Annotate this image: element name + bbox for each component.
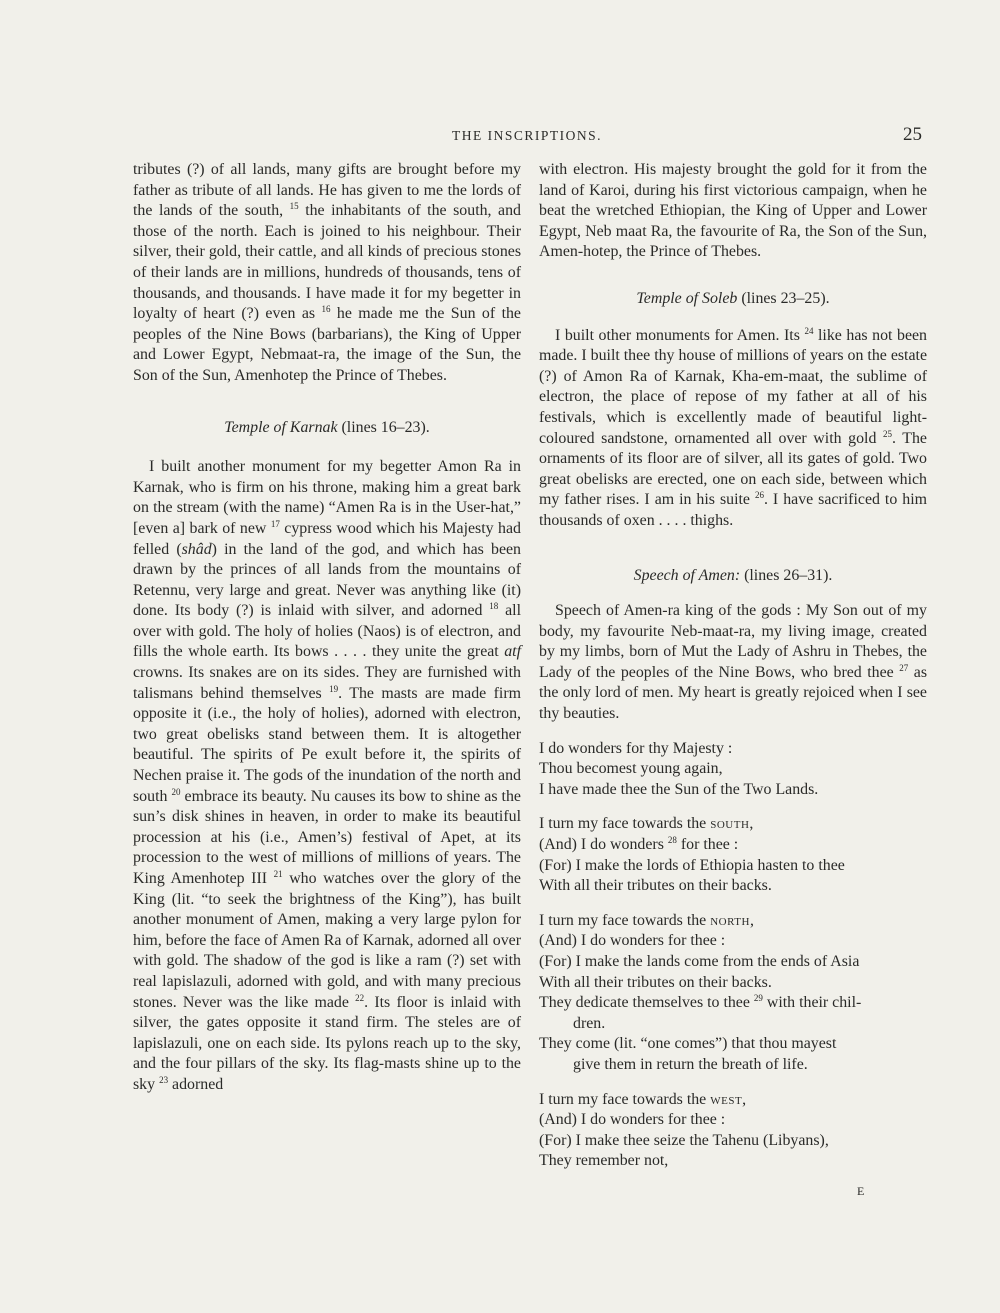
heading-temple-of-karnak: Temple of Karnak (lines 16–23). — [224, 418, 430, 436]
verse-line: Thou becomest young again, — [539, 760, 723, 778]
verse-line: With all their tributes on their backs. — [539, 973, 772, 991]
heading-temple-of-soleb: Temple of Soleb (lines 23–25). — [636, 289, 830, 307]
line-number-marker: 27 — [899, 662, 909, 673]
verse-group-south — [539, 814, 927, 896]
line-number-marker: 25 — [883, 428, 892, 439]
left-column — [133, 160, 521, 1096]
verse-line: I have made thee the Sun of the Two Lands. — [539, 780, 819, 798]
verse-line-continuation: give them in return the breath of life. — [573, 1055, 808, 1073]
paragraph-karnak: I built another monument for my begetter Amon Ra in Karnak, who is firm on his throne, making him a great bark on the stream (with the name) “Amen Ra is in the User-hat,” [even a] bark of new $^{17}$ cypress wood which his Majesty had felled (shâd) in the land of the god, and which has been drawn by the princes of all lands from the mountains of Retennu, very large and great. Never was anything like (it) done. Its body (?) is inlaid with silver, and adorned $^{18}$ all over with gold. The holy of holies (Naos) is of electron, and fills the whole earth. Its bows . . . . they unite the great atf crowns. Its snakes are on its sides. They are furnished with talismans behind themselves $^{19}$. The masts are made firm opposite it (i.e., the holy of holies), adorned with electron, two great obelisks stand between them. It is altogether beautiful. The spirits of Pe exult before it, the spirits of Nechen praise it. The gods of the inundation of the north and south $^{20}$ embrace its beauty. Nu causes its bow to shine as the sun’s disk shines in heaven, in order to make its beautiful procession at his (i.e., Amen’s) festival of Apet, at its procession to the west of millions of millions of years. The King Amenhotep III $^{21}$ who watches over the glory of the King (lit. “to seek the brightness of the King”), has built another monument of Amen, making a very large pylon for him, before the face of Amen Ra of Karnak, adorned all over with gold. The shadow of the god is like a ram (?) set with real lapislazuli, adorned with gold, and with many precious stones. Never was the like made $^{22}$. Its floor is inlaid with silver, the gates opposite it stand firm. The steles are of lapislazuli, one on each side. Its pylons reach up to the sky, and the four pillars of the sky. Its flag-masts shine up to the sky $^{23}$ adorned — [133, 458, 521, 1093]
verse-line: I turn my face towards the north, — [539, 911, 755, 929]
line-number-marker: 19 — [329, 683, 339, 694]
paragraph-electron: with electron. His majesty brought the gold for it from the land of Karoi, during his first victorious campaign, when he beat the wretched Ethiopian, the King of Upper and Lower Egypt, Neb maat Ra, the favourite of Ra, the Son of the Sun, Amen-hotep, the Prince of Thebes. — [539, 161, 927, 261]
paragraph-tributes: tributes (?) of all lands, many gifts are brought before my father as tribute of all lands. He has given to me the lords of the lands of the south, $^{15}$ the inhabitants of the south, and those of the north. Each is joined to his neighbour. Their silver, their gold, their cattle, and all kinds of precious stones of their lands are in millions, hundreds of thousands, tens of thousands, and thousands. I have made it for my begetter in loyalty of heart (?) even as $^{16}$ he made me the Sun of the peoples of the Nine Bows (barbarians), the King of Upper and Lower Egypt, Nebmaat-ra, the image of the Sun, the Son of the Sun, Amenhotep the Prince of Thebes. — [133, 161, 521, 384]
line-number-marker: 29 — [753, 993, 763, 1004]
line-number-marker: 20 — [171, 786, 181, 797]
verse-line-continuation: dren. — [573, 1014, 606, 1032]
verse-group-west — [539, 1090, 927, 1172]
line-number-marker: 21 — [273, 869, 283, 879]
line-number-marker: 22 — [355, 992, 365, 1003]
paragraph-speech: Speech of Amen-ra king of the gods : My Son out of my body, my favourite Neb-maat-ra, my living image, created by my limbs, born of Mut the Lady of Ashru in Thebes, the Lady of the peoples of the Nine Bows, who bred thee $^{27}$ as the only lord of men. My heart is greatly rejoiced when I see thy beauties. — [539, 602, 927, 723]
paragraph-soleb: I built other monuments for Amen. Its $^{24}$ like has not been made. I built thee thy house of millions of years on the estate (?) of Amon Ra of Karnak, Kha-em-maat, the sublime of electron, the place of repose of my father at all of his festivals, which is excellently made of beautiful light-coloured sandstone, ornamented all over with gold $^{25}$. The ornaments of its floor are of silver, all its gates of gold. Two great obelisks are erected, one on each side, between which my father rises. I am in his suite $^{26}$. I have sacrificed to him thousands of oxen . . . . thighs. — [539, 325, 927, 529]
verse-group-north — [539, 911, 927, 1076]
verse-line: (And) I do wonders $^{28}$ for thee : — [539, 835, 739, 854]
verse-line: (For) I make the lands come from the ends of Asia — [539, 953, 860, 970]
line-number-marker: 24 — [804, 325, 814, 336]
verse-line: They dedicate themselves to thee $^{29}$ with their chil- — [539, 993, 862, 1012]
verse-line: (For) I make the lords of Ethiopia hasten to thee — [539, 856, 845, 874]
line-number-marker: 23 — [159, 1074, 169, 1085]
heading-speech-of-amen: Speech of Amen: (lines 26–31). — [633, 566, 833, 584]
verse-line: (And) I do wonders for thee : — [539, 1111, 726, 1129]
line-number-marker: 16 — [321, 304, 331, 315]
verse-line: They remember not, — [539, 1152, 669, 1170]
verse-line: I turn my face towards the south, — [539, 815, 754, 833]
right-column — [539, 160, 927, 1172]
line-number-marker: 28 — [667, 835, 677, 846]
line-number-marker: 17 — [270, 518, 280, 529]
verse-line: With all their tributes on their backs. — [539, 877, 772, 895]
verse-line: I turn my face towards the west, — [539, 1090, 747, 1108]
running-head — [132, 124, 922, 146]
verse-line: (For) I make thee seize the Tahenu (Libyans), — [539, 1131, 829, 1149]
verse-line: I do wonders for thy Majesty : — [539, 739, 733, 757]
running-title: THE INSCRIPTIONS. — [451, 128, 602, 143]
verse-line: They come (lit. “one comes”) that thou mayest — [539, 1035, 837, 1053]
verse-line: (And) I do wonders for thee : — [539, 932, 726, 950]
line-number-marker: 18 — [489, 601, 499, 612]
page-number: 25 — [903, 124, 922, 145]
verse-group-majesty — [539, 739, 927, 801]
signature-mark: E — [857, 1184, 866, 1198]
line-number-marker: 26 — [754, 490, 764, 501]
line-number-marker: 15 — [289, 201, 299, 212]
